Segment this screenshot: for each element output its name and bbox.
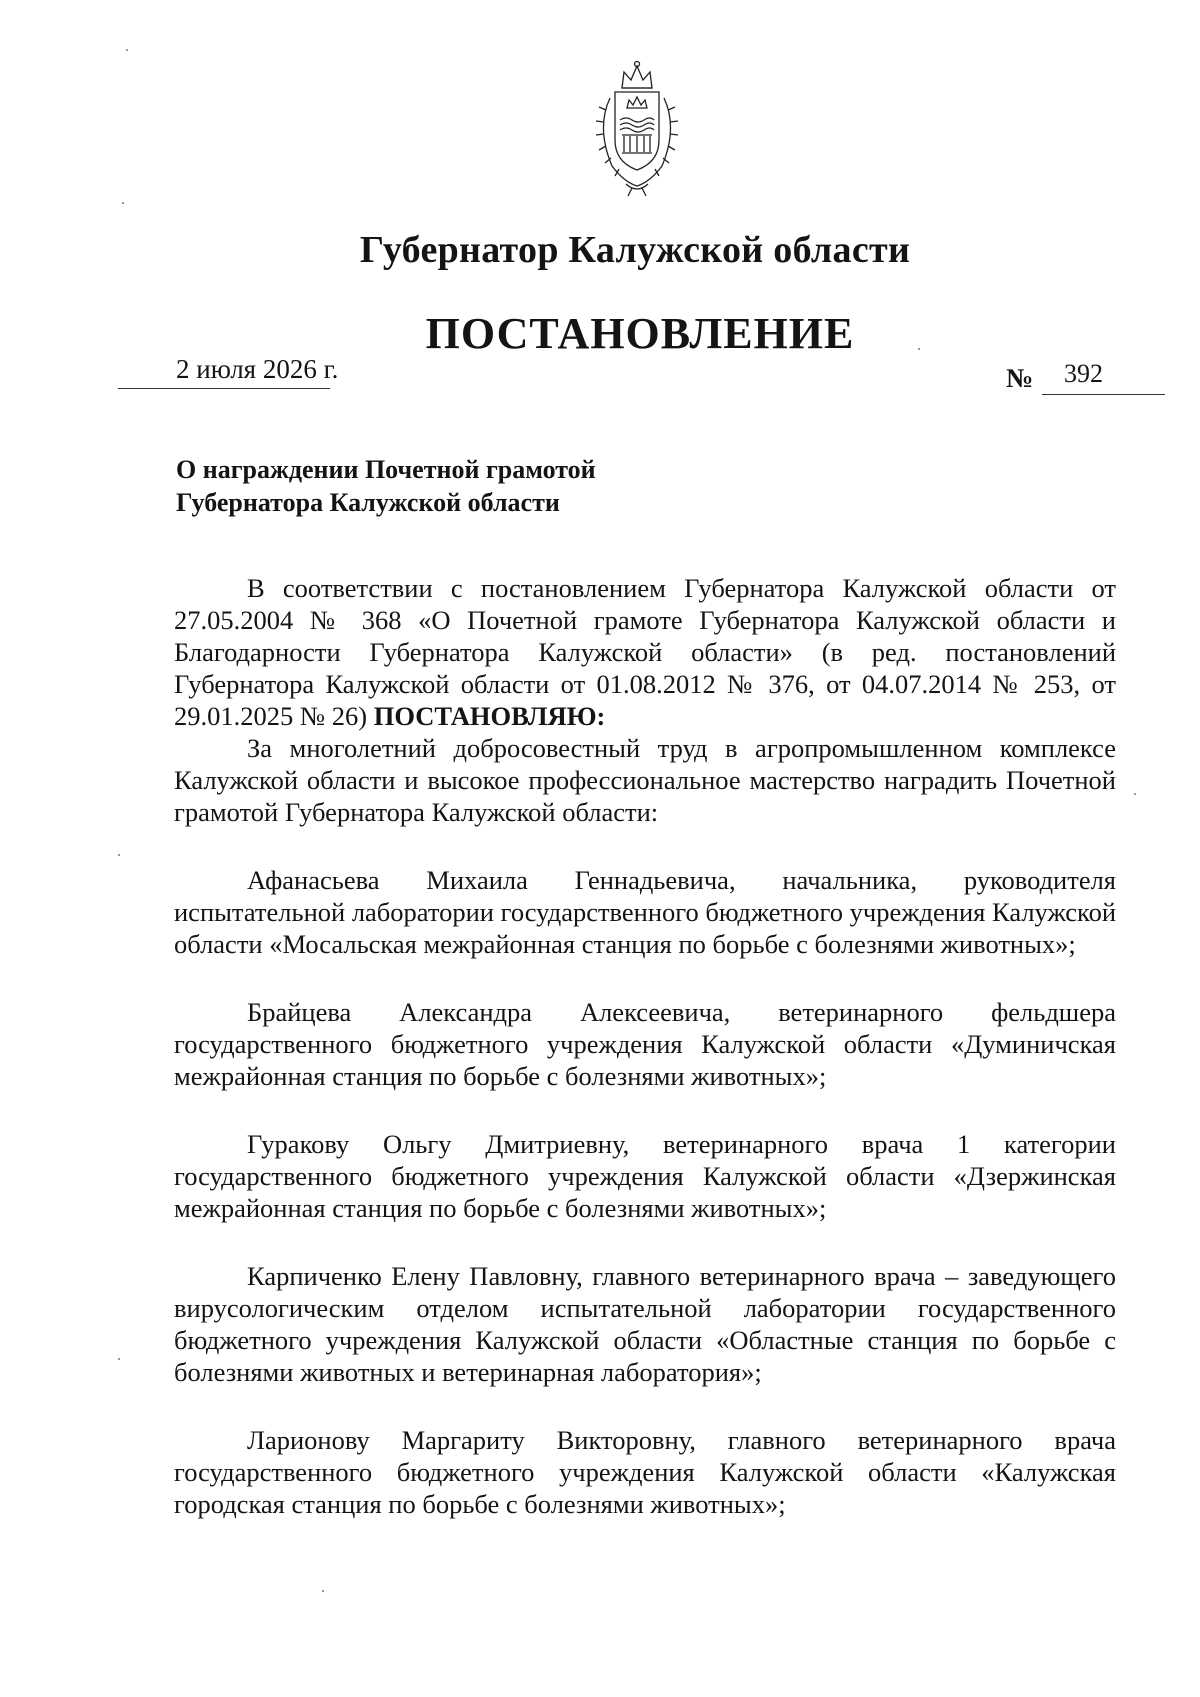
document-type: ПОСТАНОВЛЕНИЕ bbox=[425, 309, 855, 358]
date-underline bbox=[118, 388, 330, 389]
awardee-paragraph: Гуракову Ольгу Дмитриевну, ветеринарного врача 1 категории государственного бюджетного учреждения Калужской области «Дзержинская межрайонная станция по борьбе с болезнями животных»; bbox=[174, 1129, 1116, 1223]
document-number: 392 bbox=[1064, 359, 1103, 388]
document-subject bbox=[176, 453, 776, 519]
subject-line-1: О награждении Почетной грамотой bbox=[176, 455, 596, 484]
scan-speck bbox=[122, 202, 124, 204]
awardee-paragraph: Брайцева Александра Алексеевича, ветеринарного фельдшера государственного бюджетного учреждения Калужской области «Думиничская межрайонная станция по борьбе с болезнями животных»; bbox=[174, 997, 1116, 1091]
scan-speck bbox=[918, 348, 920, 350]
awardee-paragraph: Афанасьева Михаила Геннадьевича, начальника, руководителя испытательной лаборатории государственного бюджетного учреждения Калужской области «Мосальская межрайонная станция по борьбе с болезнями животных»; bbox=[174, 865, 1116, 959]
scan-speck bbox=[118, 1358, 120, 1360]
number-sign: № bbox=[1006, 363, 1034, 393]
subject-line-2: Губернатора Калужской области bbox=[176, 488, 560, 517]
awardee-paragraph: Ларионову Маргариту Викторовну, главного ветеринарного врача государственного бюджетного учреждения Калужской области «Калужская городская станция по борьбе с болезнями животных»; bbox=[174, 1425, 1116, 1519]
scan-speck bbox=[1134, 793, 1136, 795]
document-date: 2 июля 2026 г. bbox=[176, 354, 339, 384]
preamble-text: В соответствии с постановлением Губернатора Калужской области от 27.05.2004 № 368 «О Почетной грамоте Губернатора Калужской области и Благодарности Губернатора Калужской области» (в ред. постановлений Губернатора Калужской области от 01.08.2012 № 376, от 04.07.2014 № 253, от 29.01.2025 № 26) bbox=[174, 573, 1116, 731]
coat-of-arms-icon bbox=[582, 58, 692, 198]
preamble-paragraph bbox=[174, 572, 1116, 732]
scan-speck bbox=[126, 49, 128, 51]
awardee-paragraph: Карпиченко Елену Павловну, главного ветеринарного врача – заведующего вирусологическим отделом испытательной лаборатории государственного бюджетного учреждения Калужской области «Областные станция по борьбе с болезнями животных и ветеринарная лаборатория»; bbox=[174, 1261, 1116, 1387]
scan-speck bbox=[322, 1590, 324, 1592]
issuing-authority: Губернатор Калужской области bbox=[359, 229, 911, 271]
scan-speck bbox=[118, 854, 120, 856]
number-underline bbox=[1042, 394, 1165, 395]
document-body bbox=[174, 572, 1116, 1520]
resolve-word: ПОСТАНОВЛЯЮ: bbox=[373, 701, 606, 731]
award-paragraph: За многолетний добросовестный труд в агропромышленном комплексе Калужской области и высокое профессиональное мастерство наградить Почетной грамотой Губернатора Калужской области: bbox=[174, 733, 1116, 827]
